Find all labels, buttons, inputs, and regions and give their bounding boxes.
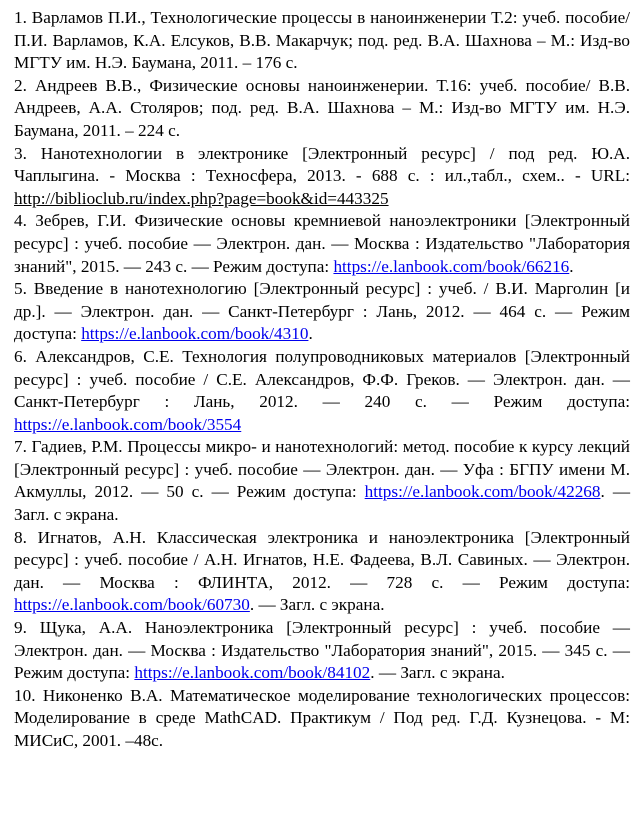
reference-text: Варламов П.И., Технологические процессы в наноинженерии Т.2: учеб. пособие/ П.И. Варламов, К.А. Елсуков, В.В. Макарчук; под. ред. В.А. Шахнова – М.: Изд-во МГТУ им. Н.Э. Баумана, 2011. – 176 с.	[14, 8, 630, 73]
reference-item	[14, 685, 630, 753]
reference-number: 1.	[14, 8, 27, 27]
reference-suffix: . — Загл. с экрана.	[14, 482, 631, 525]
reference-suffix: . — Загл. с экрана.	[249, 595, 385, 615]
reference-text: Зебрев, Г.И. Физические основы кремниевой наноэлектроники [Электронный ресурс] : учеб. пособие — Электрон. дан. — Москва : Издательство "Лаборатория знаний", 2015. — 243 с. — Режим доступа:	[14, 211, 631, 276]
reference-text: Гадиев, Р.М. Процессы микро- и нанотехнологий: метод. пособие к курсу лекций [Электронный ресурс] : учеб. пособие — Электрон. дан. — Уфа : БГПУ имени М. Акмуллы, 2012. — 50 с. — Режим доступа:	[14, 437, 630, 502]
reference-text: Нанотехнологии в электронике [Электронный ресурс] / под ред. Ю.А. Чаплыгина. - Москва : Техносфера, 2013. - 688 с. : ил.,табл., схем.. - URL:	[14, 143, 630, 186]
reference-suffix: .	[569, 256, 574, 276]
reference-number: 3.	[14, 143, 27, 163]
reference-item	[14, 7, 630, 75]
reference-text: Александров, С.Е. Технология полупроводниковых материалов [Электронный ресурс] : учеб. пособие / С.Е. Александров, Ф.Ф. Греков. — Электрон. дан. — Санкт-Петербург : Лань, 2012. — 240 с. — Режим доступа:	[14, 346, 630, 412]
reference-item	[14, 75, 630, 143]
reference-text: Щука, А.А. Наноэлектроника [Электронный ресурс] : учеб. пособие — Электрон. дан. — Москва : Издательство "Лаборатория знаний", 2015. — 345 с. — Режим доступа:	[14, 618, 630, 683]
reference-item	[14, 527, 630, 617]
reference-link[interactable]: https://e.lanbook.com/book/84102	[134, 663, 371, 683]
reference-number: 5.	[14, 279, 27, 299]
reference-link[interactable]: https://e.lanbook.com/book/4310	[81, 324, 309, 344]
reference-list	[14, 7, 630, 753]
reference-number: 6.	[14, 346, 27, 366]
reference-item	[14, 210, 630, 278]
reference-suffix: .	[308, 324, 313, 344]
reference-link[interactable]: https://e.lanbook.com/book/3554	[14, 414, 242, 434]
reference-text: Игнатов, А.Н. Классическая электроника и наноэлектроника [Электронный ресурс] : учеб. пособие / А.Н. Игнатов, Н.Е. Фадеева, В.Л. Савиных. — Электрон. дан. — Москва : ФЛИНТА, 2012. — 728 с. — Режим доступа:	[14, 527, 631, 592]
reference-number: 8.	[14, 527, 27, 547]
reference-number: 7.	[14, 437, 27, 457]
reference-link[interactable]: https://e.lanbook.com/book/60730	[14, 595, 250, 615]
reference-text: Введение в нанотехнологию [Электронный ресурс] : учеб. / В.И. Марголин [и др.]. — Электрон. дан. — Санкт-Петербург : Лань, 2012. — 464 с. — Режим доступа:	[14, 279, 631, 344]
reference-number: 9.	[14, 618, 27, 638]
reference-link[interactable]: https://e.lanbook.com/book/42268	[364, 482, 601, 502]
reference-item	[14, 278, 630, 346]
reference-number: 2.	[14, 75, 27, 95]
reference-suffix: . — Загл. с экрана.	[370, 663, 505, 683]
reference-text: Андреев В.В., Физические основы наноинженерии. Т.16: учеб. пособие/ В.В. Андреев, А.А. Столяров; под. ред. В.А. Шахнова – М.: Изд-во МГТУ им. Н.Э. Баумана, 2011. – 224 с.	[14, 75, 630, 140]
reference-number: 4.	[14, 211, 27, 231]
reference-item	[14, 143, 630, 211]
reference-text: Никоненко В.А. Математическое моделирование технологических процессов: Моделирование в среде MathCAD. Практикум / Под ред. Г.Д. Кузнецова. - М: МИСиС, 2001. –48с.	[14, 685, 630, 750]
reference-item	[14, 346, 630, 436]
reference-link[interactable]: https://e.lanbook.com/book/66216	[333, 256, 570, 276]
reference-url[interactable]: http://biblioclub.ru/index.php?page=book&id=443325	[14, 188, 389, 208]
reference-item	[14, 436, 630, 526]
reference-number: 10.	[14, 685, 36, 705]
reference-item	[14, 617, 630, 685]
